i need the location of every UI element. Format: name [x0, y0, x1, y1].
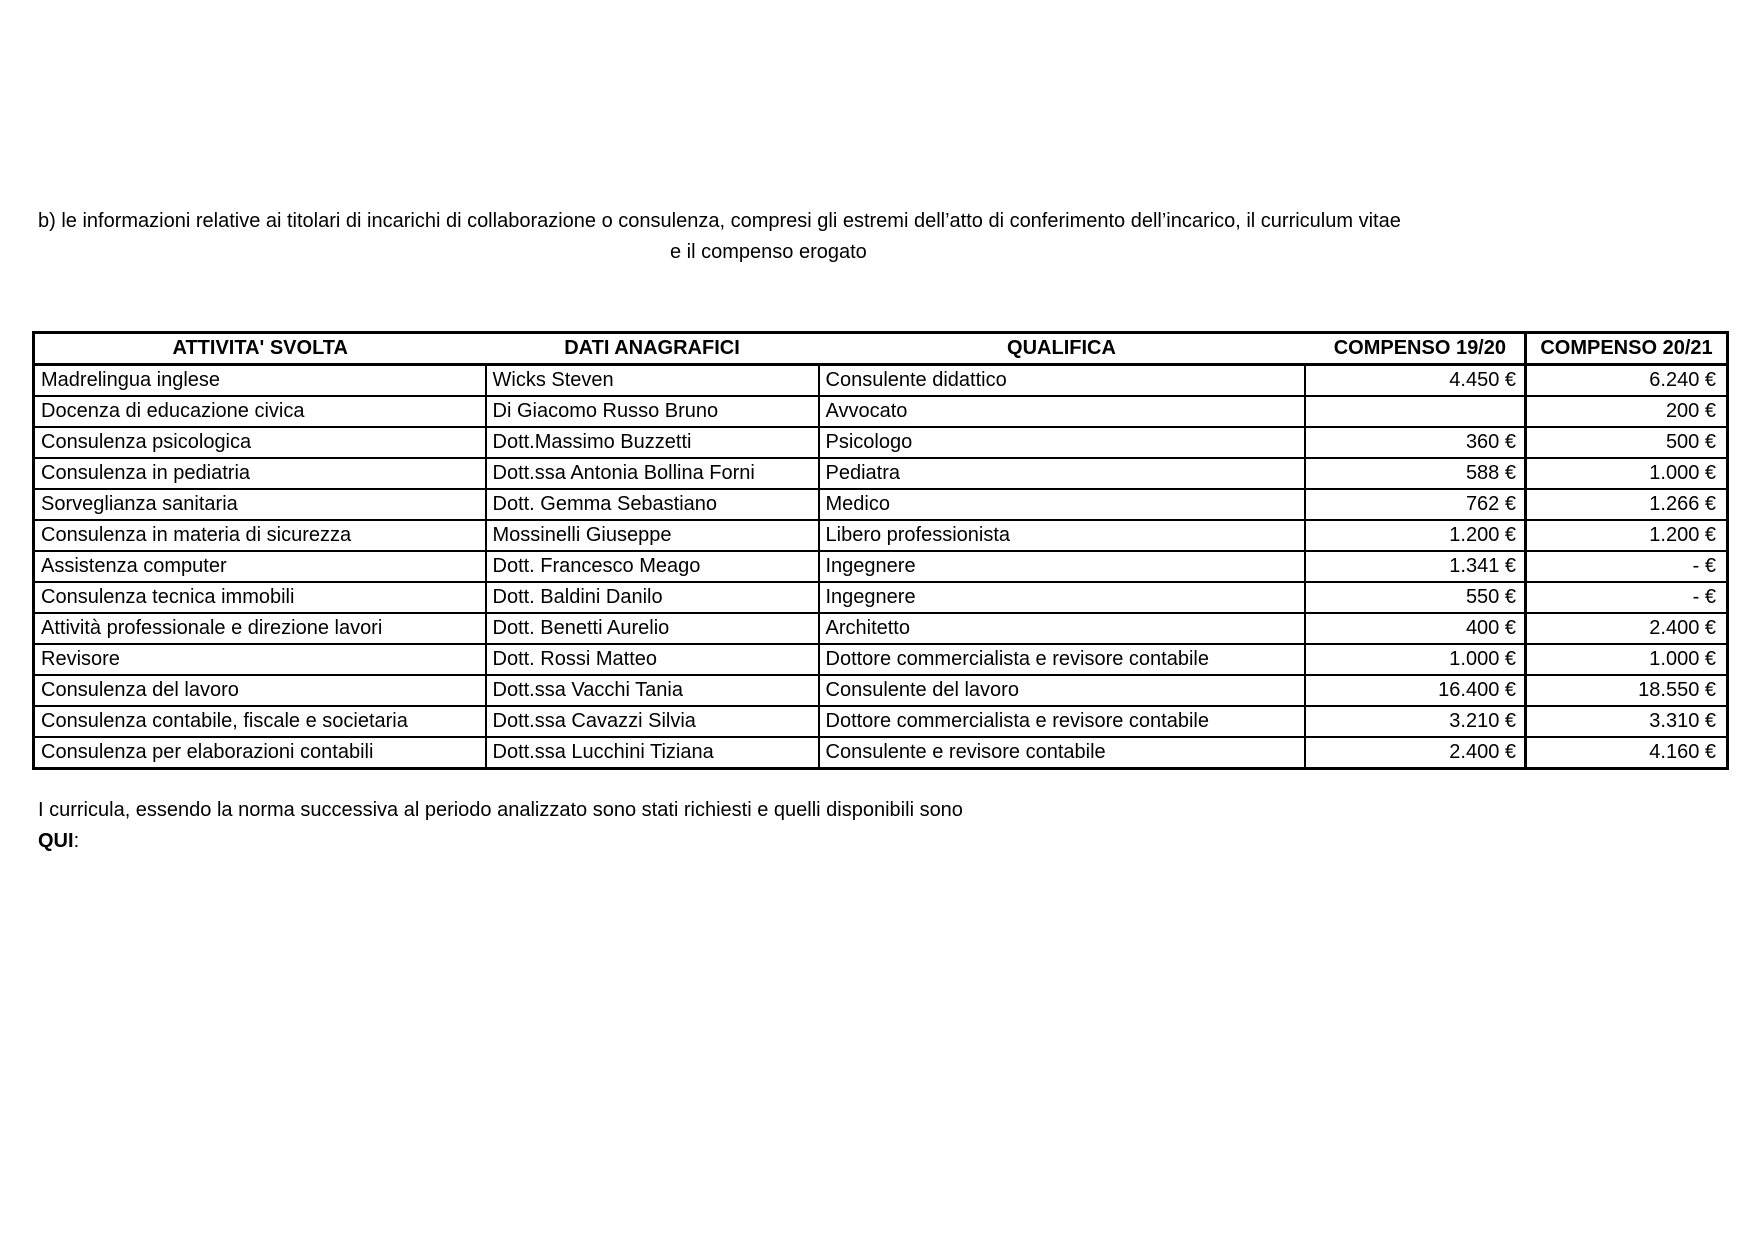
cell-compenso-2021: - €: [1526, 551, 1728, 582]
intro-paragraph: [38, 206, 1518, 268]
footer-line-1: I curricula, essendo la norma successiva al periodo analizzato sono stati richiesti e quelli disponibili sono: [38, 799, 963, 821]
cell-dati-anagrafici: Dott. Benetti Aurelio: [486, 613, 819, 644]
cell-dati-anagrafici: Dott.ssa Cavazzi Silvia: [486, 706, 819, 737]
cell-compenso-1920: 2.400 €: [1305, 737, 1526, 769]
cell-attivita: Sorveglianza sanitaria: [34, 489, 486, 520]
cell-qualifica: Consulente del lavoro: [819, 675, 1305, 706]
cell-compenso-2021: 2.400 €: [1526, 613, 1728, 644]
cell-dati-anagrafici: Dott.ssa Lucchini Tiziana: [486, 737, 819, 769]
cell-compenso-1920: 400 €: [1305, 613, 1526, 644]
table-row: [34, 489, 1728, 520]
cell-qualifica: Ingegnere: [819, 551, 1305, 582]
cell-qualifica: Architetto: [819, 613, 1305, 644]
cell-attivita: Consulenza per elaborazioni contabili: [34, 737, 486, 769]
table-row: [34, 706, 1728, 737]
cell-compenso-1920: 4.450 €: [1305, 365, 1526, 397]
cell-dati-anagrafici: Dott. Baldini Danilo: [486, 582, 819, 613]
cell-compenso-1920: 3.210 €: [1305, 706, 1526, 737]
cell-qualifica: Psicologo: [819, 427, 1305, 458]
table-body: [34, 365, 1728, 769]
cell-dati-anagrafici: Dott. Rossi Matteo: [486, 644, 819, 675]
table-row: [34, 582, 1728, 613]
cell-qualifica: Medico: [819, 489, 1305, 520]
intro-line-2: e il compenso erogato: [670, 241, 867, 263]
table-row: [34, 613, 1728, 644]
table-row: [34, 675, 1728, 706]
cell-compenso-2021: 200 €: [1526, 396, 1728, 427]
cell-compenso-1920: [1305, 396, 1526, 427]
cell-compenso-2021: 18.550 €: [1526, 675, 1728, 706]
table-row: [34, 458, 1728, 489]
cell-dati-anagrafici: Mossinelli Giuseppe: [486, 520, 819, 551]
cell-dati-anagrafici: Dott.Massimo Buzzetti: [486, 427, 819, 458]
header-qualifica: QUALIFICA: [819, 333, 1305, 365]
cell-compenso-1920: 550 €: [1305, 582, 1526, 613]
table-row: [34, 365, 1728, 397]
cell-compenso-2021: 1.000 €: [1526, 644, 1728, 675]
qui-label: QUI: [38, 830, 74, 852]
cell-compenso-1920: 762 €: [1305, 489, 1526, 520]
cell-compenso-2021: 1.266 €: [1526, 489, 1728, 520]
cell-qualifica: Ingegnere: [819, 582, 1305, 613]
header-compenso-2021: COMPENSO 20/21: [1526, 333, 1728, 365]
cell-compenso-2021: 1.000 €: [1526, 458, 1728, 489]
cell-attivita: Consulenza del lavoro: [34, 675, 486, 706]
cell-compenso-1920: 588 €: [1305, 458, 1526, 489]
header-compenso-1920: COMPENSO 19/20: [1305, 333, 1526, 365]
cell-compenso-2021: 3.310 €: [1526, 706, 1728, 737]
intro-line-1: b) le informazioni relative ai titolari di incarichi di collaborazione o consulenza, compresi gli estremi dell’atto di conferimento dell’incarico, il curriculum vitae: [38, 210, 1401, 232]
table-header-row: [34, 333, 1728, 365]
table-row: [34, 427, 1728, 458]
cell-dati-anagrafici: Wicks Steven: [486, 365, 819, 397]
footer-line-2: [38, 826, 963, 857]
cell-qualifica: Dottore commercialista e revisore contabile: [819, 644, 1305, 675]
cell-attivita: Madrelingua inglese: [34, 365, 486, 397]
qui-suffix: :: [73, 830, 80, 852]
footer-note: [38, 795, 963, 857]
cell-attivita: Docenza di educazione civica: [34, 396, 486, 427]
cell-attivita: Revisore: [34, 644, 486, 675]
cell-qualifica: Dottore commercialista e revisore contabile: [819, 706, 1305, 737]
table-row: [34, 396, 1728, 427]
table-row: [34, 644, 1728, 675]
cell-compenso-2021: - €: [1526, 582, 1728, 613]
cell-attivita: Assistenza computer: [34, 551, 486, 582]
cell-compenso-2021: 1.200 €: [1526, 520, 1728, 551]
cell-compenso-1920: 16.400 €: [1305, 675, 1526, 706]
cell-attivita: Consulenza contabile, fiscale e societaria: [34, 706, 486, 737]
cell-qualifica: Consulente didattico: [819, 365, 1305, 397]
consultants-table: [32, 331, 1729, 770]
cell-attivita: Consulenza in materia di sicurezza: [34, 520, 486, 551]
cell-qualifica: Libero professionista: [819, 520, 1305, 551]
header-dati-anagrafici: DATI ANAGRAFICI: [486, 333, 819, 365]
cell-compenso-2021: 500 €: [1526, 427, 1728, 458]
cell-compenso-1920: 1.200 €: [1305, 520, 1526, 551]
cell-qualifica: Avvocato: [819, 396, 1305, 427]
cell-qualifica: Pediatra: [819, 458, 1305, 489]
cell-attivita: Consulenza psicologica: [34, 427, 486, 458]
header-attivita: ATTIVITA' SVOLTA: [34, 333, 486, 365]
cell-compenso-1920: 1.000 €: [1305, 644, 1526, 675]
table-row: [34, 520, 1728, 551]
table-row: [34, 737, 1728, 769]
cell-attivita: Consulenza in pediatria: [34, 458, 486, 489]
cell-dati-anagrafici: Di Giacomo Russo Bruno: [486, 396, 819, 427]
cell-dati-anagrafici: Dott.ssa Antonia Bollina Forni: [486, 458, 819, 489]
cell-dati-anagrafici: Dott. Gemma Sebastiano: [486, 489, 819, 520]
table-row: [34, 551, 1728, 582]
cell-compenso-2021: 6.240 €: [1526, 365, 1728, 397]
cell-attivita: Attività professionale e direzione lavori: [34, 613, 486, 644]
cell-dati-anagrafici: Dott. Francesco Meago: [486, 551, 819, 582]
cell-compenso-1920: 1.341 €: [1305, 551, 1526, 582]
cell-qualifica: Consulente e revisore contabile: [819, 737, 1305, 769]
cell-attivita: Consulenza tecnica immobili: [34, 582, 486, 613]
cell-compenso-1920: 360 €: [1305, 427, 1526, 458]
cell-compenso-2021: 4.160 €: [1526, 737, 1728, 769]
cell-dati-anagrafici: Dott.ssa Vacchi Tania: [486, 675, 819, 706]
